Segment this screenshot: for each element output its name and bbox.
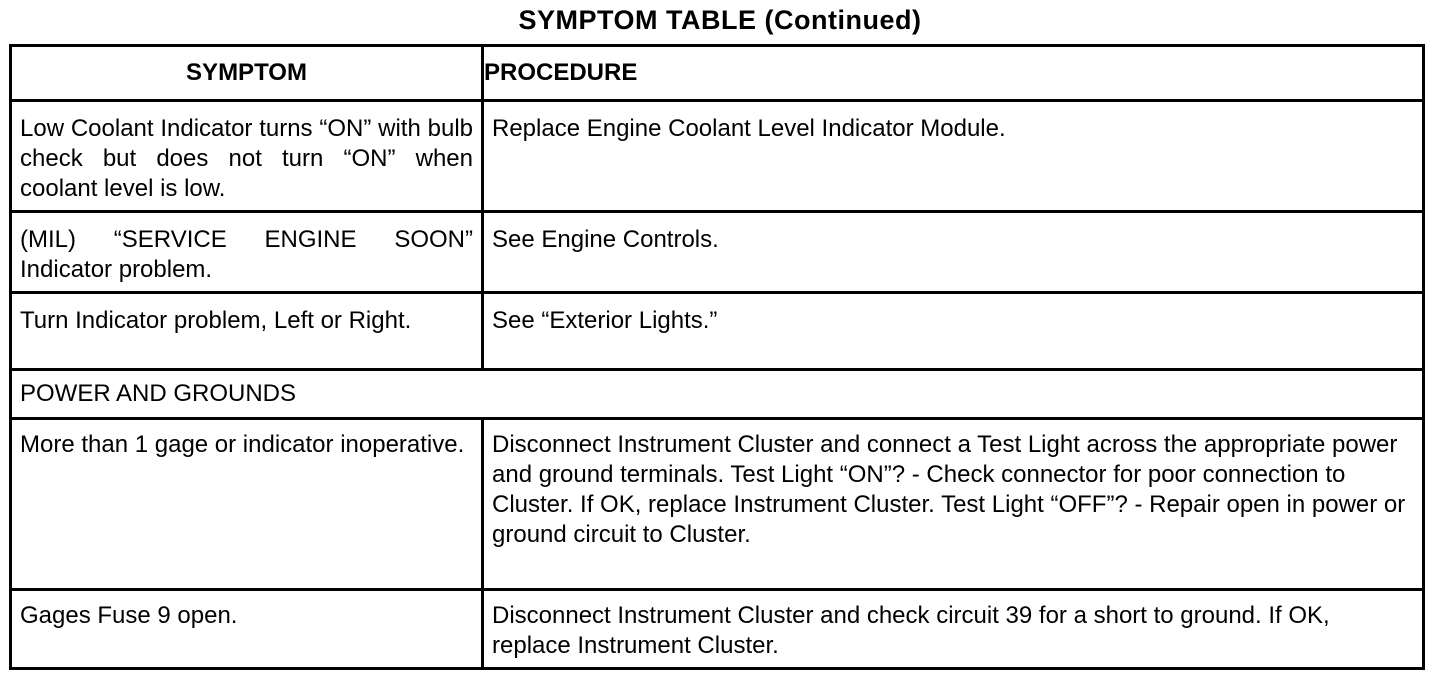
symptom-text: (MIL) “SERVICE ENGINE SOON” Indicator problem. [20,226,473,283]
symptom-cell [11,590,483,669]
table-row [11,101,1424,212]
procedure-text: Replace Engine Coolant Level Indicator Module. [492,115,1006,142]
section-header-cell [11,370,1424,419]
procedure-cell [483,419,1424,590]
procedure-cell [483,212,1424,293]
symptom-text: Turn Indicator problem, Left or Right. [20,307,412,334]
symptom-table [9,44,1425,670]
table-header-row [11,46,1424,101]
procedure-cell [483,293,1424,370]
symptom-cell [11,419,483,590]
page-title: SYMPTOM TABLE (Continued) [518,5,922,35]
procedure-text: Disconnect Instrument Cluster and connect a Test Light across the appropriate power and ground terminals. Test Light “ON”? - Check connector for poor connection to Cluster. If OK, replace Instrument Cluster. Test Light “OFF”? - Repair open in power or ground circuit to Cluster. [492,431,1406,548]
column-header-symptom: SYMPTOM [11,46,483,101]
table-row [11,212,1424,293]
column-header-procedure: PROCEDURE [483,46,1424,101]
section-header-text: POWER AND GROUNDS [20,380,297,407]
symptom-text: More than 1 gage or indicator inoperative. [20,431,465,458]
procedure-cell [483,590,1424,669]
procedure-text: See Engine Controls. [492,226,719,253]
procedure-text: Disconnect Instrument Cluster and check circuit 39 for a short to ground. If OK, replace Instrument Cluster. [492,602,1330,659]
table-row [11,419,1424,590]
procedure-cell [483,101,1424,212]
table-row [11,293,1424,370]
symptom-cell [11,101,483,212]
symptom-text: Gages Fuse 9 open. [20,602,238,629]
table-row [11,590,1424,669]
procedure-text: See “Exterior Lights.” [492,307,718,334]
symptom-text: Low Coolant Indicator turns “ON” with bulb check but does not turn “ON” when coolant level is low. [20,115,473,202]
symptom-cell [11,212,483,293]
symptom-cell [11,293,483,370]
section-header-row [11,370,1424,419]
